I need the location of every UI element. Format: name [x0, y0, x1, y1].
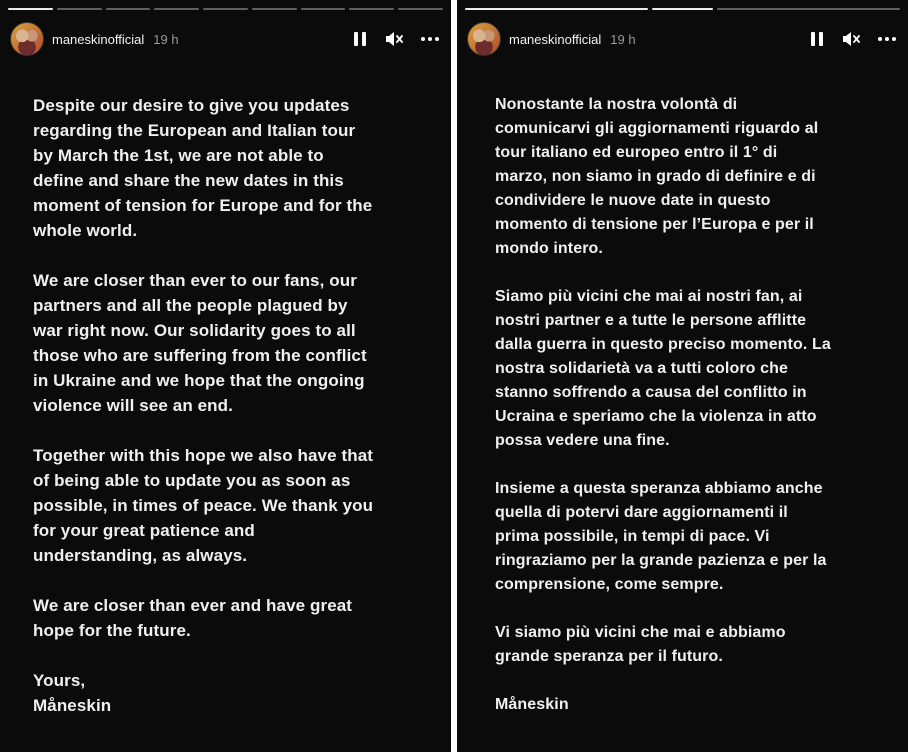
progress-segment [717, 8, 900, 10]
story-signature: Yours, Måneskin [33, 671, 112, 715]
progress-segment [252, 8, 297, 10]
progress-segment [301, 8, 346, 10]
story-progress-bar [8, 8, 443, 10]
progress-segment [154, 8, 199, 10]
story-paragraph: Together with this hope we also have that of being able to update you as soon as possible, in times of peace. We thank you for your great patience and understanding, as always. [33, 446, 374, 565]
story-paragraph: We are closer than ever and have great hope for the future. [33, 596, 353, 640]
post-time: 19 h [153, 31, 179, 47]
story-panel-italian[interactable] [457, 0, 908, 752]
username[interactable]: maneskinofficial [52, 31, 145, 47]
progress-segment [57, 8, 102, 10]
story-controls [810, 31, 896, 47]
avatar[interactable] [10, 22, 44, 56]
story-paragraph: We are closer than ever to our fans, our partners and all the people plagued by war right now. Our solidarity goes to all those who are suffering from the conflict in Ukraine and we hope that the ongoing violence will see an end. [33, 271, 367, 415]
story-progress-bar [465, 8, 900, 10]
story-signature: Måneskin [495, 696, 569, 713]
pause-icon[interactable] [353, 31, 367, 47]
progress-segment [465, 8, 648, 10]
more-icon[interactable] [421, 37, 439, 41]
pause-icon[interactable] [810, 31, 824, 47]
progress-segment [398, 8, 443, 10]
story-text [33, 93, 433, 743]
progress-segment [203, 8, 248, 10]
story-controls [353, 31, 439, 47]
avatar[interactable] [467, 22, 501, 56]
progress-segment [349, 8, 394, 10]
story-header [467, 22, 896, 56]
story-paragraph: Insieme a questa speranza abbiamo anche quella di potervi dare aggiornamenti il prima possibile, in tempi di pace. Vi ringraziamo per la grande pazienza e per la comprensione, come sempre. [495, 480, 827, 593]
more-icon[interactable] [878, 37, 896, 41]
story-header [10, 22, 439, 56]
story-panel-english[interactable] [0, 0, 451, 752]
mute-icon[interactable] [842, 31, 860, 47]
username[interactable]: maneskinofficial [509, 31, 602, 47]
story-paragraph: Nonostante la nostra volontà di comunicarvi gli aggiornamenti riguardo al tour italiano ed europeo entro il 1° di marzo, non siamo in grado di definire e di condividere le nuove date in questo momento di tensione per l’Europa e per il mondo intero. [495, 96, 819, 257]
progress-segment [8, 8, 53, 10]
progress-segment [106, 8, 151, 10]
post-time: 19 h [610, 31, 636, 47]
story-paragraph: Vi siamo più vicini che mai e abbiamo grande speranza per il futuro. [495, 624, 786, 665]
story-text [495, 93, 890, 741]
progress-segment [652, 8, 713, 10]
story-paragraph: Siamo più vicini che mai ai nostri fan, ai nostri partner e a tutte le persone afflitte dalla guerra in questo preciso momento. La nostra solidarietà va a tutti coloro che stanno soffrendo a causa del conflitto in Ucraina e speriamo che la violenza in atto possa vedere una fine. [495, 288, 831, 449]
mute-icon[interactable] [385, 31, 403, 47]
story-paragraph: Despite our desire to give you updates regarding the European and Italian tour by March the 1st, we are not able to define and share the new dates in this moment of tension for Europe and for the whole world. [33, 96, 373, 240]
